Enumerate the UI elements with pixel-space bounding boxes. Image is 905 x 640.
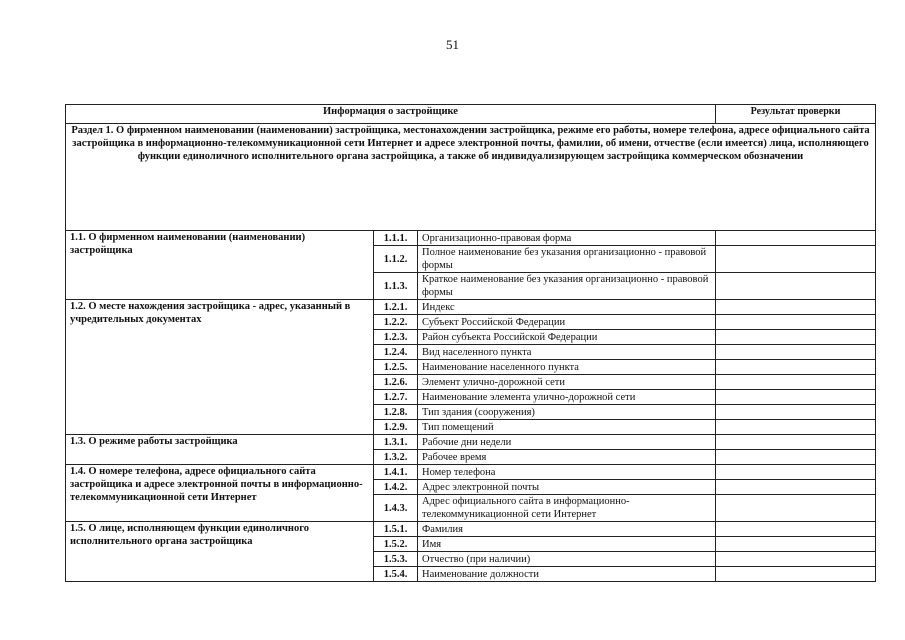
table-row: [66, 231, 876, 246]
result-cell[interactable]: [716, 480, 876, 495]
item-number: 1.2.4.: [374, 345, 418, 360]
result-cell[interactable]: [716, 246, 876, 273]
item-label: Тип помещений: [418, 420, 716, 435]
item-label: Субъект Российской Федерации: [418, 315, 716, 330]
result-cell[interactable]: [716, 435, 876, 450]
item-label: Наименование должности: [418, 567, 716, 582]
developer-info-table: [65, 104, 876, 582]
item-label: Вид населенного пункта: [418, 345, 716, 360]
item-number: 1.3.1.: [374, 435, 418, 450]
item-label: Элемент улично-дорожной сети: [418, 375, 716, 390]
item-label: Адрес официального сайта в информационно-телекоммуникационной сети Интернет: [418, 495, 716, 522]
item-number: 1.2.6.: [374, 375, 418, 390]
result-cell[interactable]: [716, 465, 876, 480]
result-cell[interactable]: [716, 300, 876, 315]
item-number: 1.2.9.: [374, 420, 418, 435]
result-cell[interactable]: [716, 552, 876, 567]
page-number: 51: [446, 37, 459, 52]
item-label: Индекс: [418, 300, 716, 315]
table-row: [66, 522, 876, 537]
item-number: 1.5.2.: [374, 537, 418, 552]
result-cell[interactable]: [716, 345, 876, 360]
item-number: 1.1.2.: [374, 246, 418, 273]
result-cell[interactable]: [716, 315, 876, 330]
item-label: Полное наименование без указания организационно - правовой формы: [418, 246, 716, 273]
item-number: 1.1.1.: [374, 231, 418, 246]
result-cell[interactable]: [716, 375, 876, 390]
item-label: Отчество (при наличии): [418, 552, 716, 567]
item-number: 1.2.2.: [374, 315, 418, 330]
group-title: 1.4. О номере телефона, адресе официального сайта застройщика и адресе электронной почты в информационно-телекоммуникационной сети Интернет: [66, 465, 374, 522]
group-title: 1.1. О фирменном наименовании (наименовании) застройщика: [66, 231, 374, 300]
section-row: [66, 124, 876, 231]
result-cell[interactable]: [716, 567, 876, 582]
item-number: 1.3.2.: [374, 450, 418, 465]
result-cell[interactable]: [716, 420, 876, 435]
result-cell[interactable]: [716, 495, 876, 522]
result-cell[interactable]: [716, 330, 876, 345]
item-label: Рабочие дни недели: [418, 435, 716, 450]
item-number: 1.2.7.: [374, 390, 418, 405]
item-label: Организационно-правовая форма: [418, 231, 716, 246]
item-number: 1.2.5.: [374, 360, 418, 375]
item-label: Тип здания (сооружения): [418, 405, 716, 420]
section-title: Раздел 1. О фирменном наименовании (наименовании) застройщика, местонахождении застройщика, режиме его работы, номере телефона, адресе официального сайта застройщика в информационно-телекоммуникационной сети Интернет и адресе электронной почты, фамилии, об имени, отчестве (если имеется) лица, исполняющего функции единоличного исполнительного органа застройщика, а также об индивидуализирующем застройщика коммерческом обозначении: [66, 124, 876, 231]
item-number: 1.2.3.: [374, 330, 418, 345]
header-result: Результат проверки: [716, 105, 876, 124]
item-number: 1.5.4.: [374, 567, 418, 582]
result-cell[interactable]: [716, 450, 876, 465]
item-label: Район субъекта Российской Федерации: [418, 330, 716, 345]
result-cell[interactable]: [716, 231, 876, 246]
item-label: Имя: [418, 537, 716, 552]
result-cell[interactable]: [716, 273, 876, 300]
table-header-row: [66, 105, 876, 124]
item-label: Наименование населенного пункта: [418, 360, 716, 375]
item-number: 1.5.1.: [374, 522, 418, 537]
table-row: [66, 435, 876, 450]
table-row: [66, 465, 876, 480]
result-cell[interactable]: [716, 537, 876, 552]
item-label: Адрес электронной почты: [418, 480, 716, 495]
item-number: 1.4.3.: [374, 495, 418, 522]
item-number: 1.2.1.: [374, 300, 418, 315]
item-label: Наименование элемента улично-дорожной сети: [418, 390, 716, 405]
result-cell[interactable]: [716, 522, 876, 537]
item-number: 1.4.2.: [374, 480, 418, 495]
item-label: Краткое наименование без указания организационно - правовой формы: [418, 273, 716, 300]
header-info: Информация о застройщике: [66, 105, 716, 124]
item-number: 1.2.8.: [374, 405, 418, 420]
item-number: 1.5.3.: [374, 552, 418, 567]
item-label: Рабочее время: [418, 450, 716, 465]
group-title: 1.2. О месте нахождения застройщика - адрес, указанный в учредительных документах: [66, 300, 374, 435]
group-title: 1.3. О режиме работы застройщика: [66, 435, 374, 465]
result-cell[interactable]: [716, 405, 876, 420]
result-cell[interactable]: [716, 390, 876, 405]
item-number: 1.1.3.: [374, 273, 418, 300]
item-number: 1.4.1.: [374, 465, 418, 480]
table-row: [66, 300, 876, 315]
result-cell[interactable]: [716, 360, 876, 375]
group-title: 1.5. О лице, исполняющем функции единоличного исполнительного органа застройщика: [66, 522, 374, 582]
item-label: Фамилия: [418, 522, 716, 537]
item-label: Номер телефона: [418, 465, 716, 480]
